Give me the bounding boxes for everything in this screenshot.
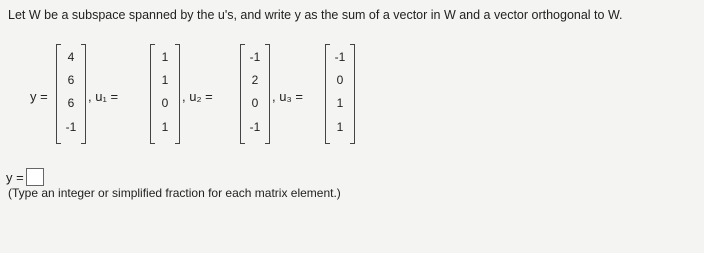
u1-label: , u₁ = — [88, 89, 119, 104]
u3-label: , u₃ = — [272, 89, 303, 104]
y-entry-4: -1 — [65, 120, 77, 134]
u3-entry-2: 0 — [336, 73, 344, 87]
u2-label: , u₂ = — [182, 89, 213, 104]
vector-row — [0, 44, 704, 144]
u2-entry-4: -1 — [249, 120, 261, 134]
y-label: y = — [30, 89, 48, 104]
y-entry-2: 6 — [67, 73, 75, 87]
u3-vector — [325, 44, 355, 144]
y-vector — [56, 44, 86, 144]
u1-entry-4: 1 — [161, 120, 169, 134]
u1-entry-3: 0 — [161, 96, 169, 110]
answer-hint: (Type an integer or simplified fraction for each matrix element.) — [8, 186, 341, 200]
u3-entry-4: 1 — [336, 120, 344, 134]
u1-vector — [150, 44, 180, 144]
u2-entry-1: -1 — [249, 50, 261, 64]
u1-entry-1: 1 — [161, 50, 169, 64]
u3-entry-1: -1 — [334, 50, 346, 64]
u1-entry-2: 1 — [161, 73, 169, 87]
answer-input[interactable] — [26, 168, 44, 186]
u3-entry-3: 1 — [336, 96, 344, 110]
answer-label: y = — [6, 169, 24, 185]
y-entry-3: 6 — [67, 96, 75, 110]
u2-entry-2: 2 — [251, 73, 259, 87]
question-prompt: Let W be a subspace spanned by the u's, and write y as the sum of a vector in W and a vector orthogonal to W. — [8, 8, 623, 22]
y-entry-1: 4 — [67, 50, 75, 64]
u2-vector — [240, 44, 270, 144]
answer-row — [6, 168, 44, 186]
u2-entry-3: 0 — [251, 96, 259, 110]
